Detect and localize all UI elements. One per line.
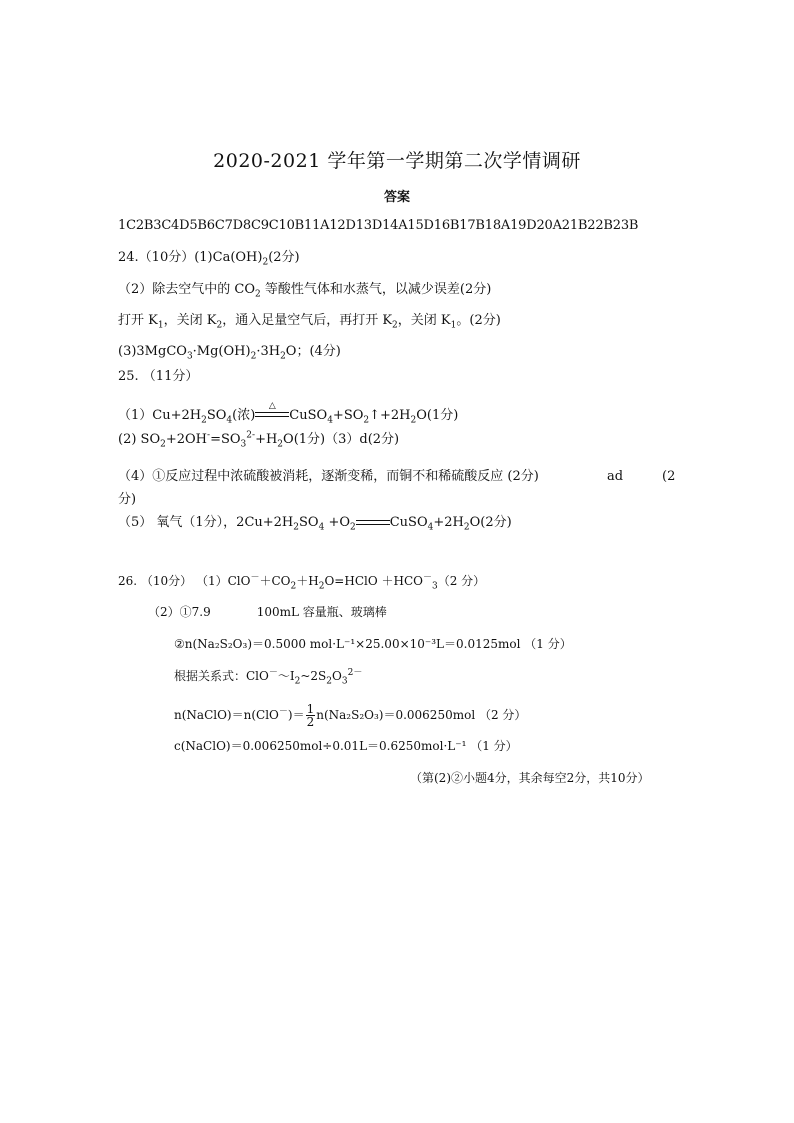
equals-sign <box>356 520 390 525</box>
page-subtitle: 答案 <box>383 190 410 205</box>
q25-part4: （4）①反应过程中浓硫酸被消耗，逐渐变稀，而铜不和稀硫酸反应 (2分) <box>118 469 539 484</box>
q26-part2-1: （2）①7.9 100mL 容量瓶、玻璃棒 <box>148 605 387 619</box>
q24-heading: 24.（10分）$(1)Ca(OH)_2(2$分) <box>118 250 300 268</box>
fraction-half: $\frac{1}{2}$ <box>306 702 315 729</box>
q26-part2-2-calc1: ②n(Na₂S₂O₃)＝0.5000 mol·L⁻¹×25.00×10⁻³L＝0.0125mol （1 分） <box>174 637 572 651</box>
choice-answers: 1C2B3C4D5B6C7D8C9C10B11A12D13D14A15D16B17B18A19D20A21B22B23B <box>118 218 639 233</box>
q25-part1-equation: $(1)Cu+2H_2SO_4$(浓) △ $CuSO_4+SO_2↑+2H_2O(1$分) <box>118 400 459 426</box>
q26-calc2: n(NaClO)＝n(ClO－)＝ $\frac{1}{2}$ n(Na₂S₂O₃)＝0.006250mol （2 分） <box>174 702 527 729</box>
q26-heading: 26. （10分） $(1)ClO^-+CO_2+H_2O=HClO +HCO^-_3(2$ 分） <box>118 573 486 592</box>
q25-part5: （5） 氧气（1分），$2Cu+2H_2SO_4 +O_2$ $CuSO_4+2H_2O(2$分) <box>118 515 512 533</box>
q24-part3: $(3)3MgCO_3\cdot Mg(OH)_2\cdot 3H_2O$；(4分) <box>118 344 341 362</box>
q25-part4-score-cont: 分) <box>118 492 137 507</box>
q25-part2-3: (2) $SO_2+2OH^-=SO_3^{2-}+H_2O(1$分)（3）d(2分) <box>118 430 400 450</box>
q26-calc3: c(NaClO)＝0.006250mol÷0.01L＝0.6250mol·L⁻¹ （1 分） <box>174 739 518 753</box>
q25-part4-score: (2 <box>662 469 676 484</box>
q24-part2: （2）除去空气中的 $CO_2$ 等酸性气体和水蒸气，以减少误差(2分) <box>118 282 492 300</box>
q25-heading: 25. （11分） <box>118 369 199 384</box>
heating-condition-sign: △ <box>255 410 289 422</box>
q25-part4-answer: ad <box>607 469 624 484</box>
q26-score-note: （第(2)②小题4分，其余每空2分，共10分） <box>410 771 650 785</box>
q26-relation: 根据关系式：$ClO^-\sim I_2\sim 2S_2O_3^{2-}$ <box>174 668 363 687</box>
q24-part2-operation: 打开 $K_1$，关闭 $K_2$，通入足量空气后，再打开 $K_2$，关闭 $K_1$。(2分) <box>118 313 501 331</box>
page-title: 2020-2021 学年第一学期第二次学情调研 <box>213 150 581 172</box>
